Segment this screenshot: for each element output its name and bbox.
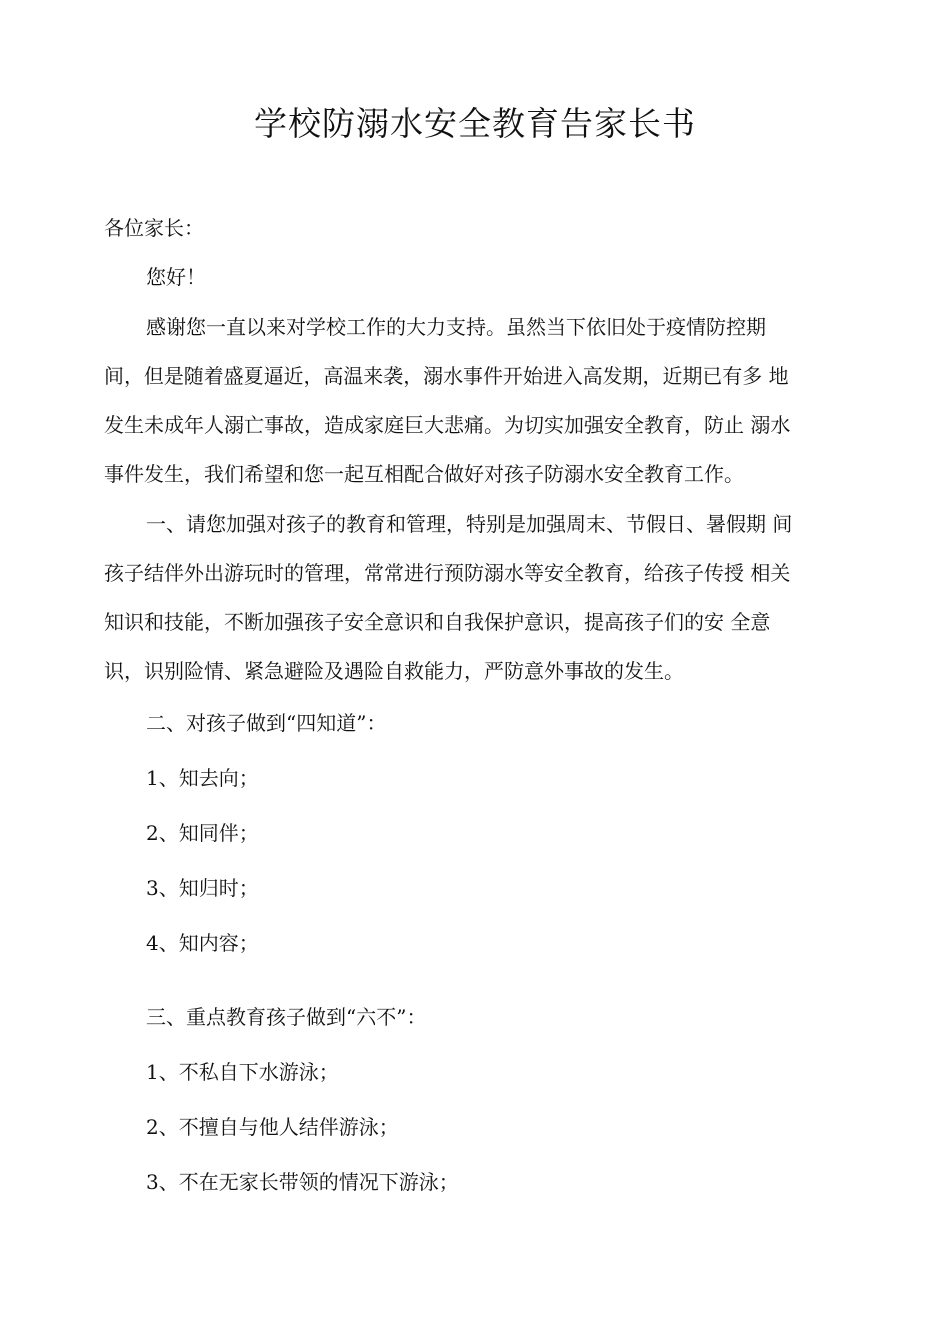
section-3-item: 2、不擅自与他人结伴游泳；: [146, 1115, 399, 1139]
paragraph-1-line-1: 感谢您一直以来对学校工作的大力支持。虽然当下依旧处于疫情防控期: [146, 315, 766, 339]
section-2-item: 4、知内容；: [146, 931, 259, 955]
section-3-item: 1、不私自下水游泳；: [146, 1060, 339, 1084]
section-2-item: 2、知同伴；: [146, 821, 259, 845]
greeting: 您好！: [146, 265, 206, 289]
section-3-heading: 三、重点教育孩子做到“六不”：: [146, 1005, 427, 1029]
paragraph-1-line-4: 事件发生，我们希望和您一起互相配合做好对孩子防溺水安全教育工作。: [104, 462, 744, 486]
paragraph-2-line-1: 一、请您加强对孩子的教育和管理，特别是加强周末、节假日、暑假期 间: [146, 512, 793, 536]
paragraph-1-line-2-text: 间，但是随着盛夏逼近，高温来袭，溺水事件开始进入高发期，近期已有多 地: [104, 364, 789, 388]
section-2-item: 1、知去向；: [146, 766, 259, 790]
section-3-item: 3、不在无家长带领的情况下游泳；: [146, 1170, 459, 1194]
paragraph-1-line-3: 发生未成年人溺亡事故，造成家庭巨大悲痛。为切实加强安全教育，防止 溺水: [104, 413, 791, 437]
paragraph-2-line-3: 知识和技能，不断加强孩子安全意识和自我保护意识，提高孩子们的安 全意: [104, 610, 771, 634]
salutation: 各位家长：: [104, 216, 204, 240]
paragraph-2-line-4: 识，识别险情、紧急避险及遇险自救能力，严防意外事故的发生。: [104, 659, 684, 683]
page-title: 学校防溺水安全教育告家长书: [254, 104, 696, 143]
section-2-item: 3、知归时；: [146, 876, 259, 900]
paragraph-2-line-2: 孩子结伴外出游玩时的管理，常常进行预防溺水等安全教育，给孩子传授 相关: [104, 561, 791, 585]
section-2-heading: 二、对孩子做到“四知道”：: [146, 711, 387, 735]
paragraph-1-line-2: [104, 362, 852, 390]
